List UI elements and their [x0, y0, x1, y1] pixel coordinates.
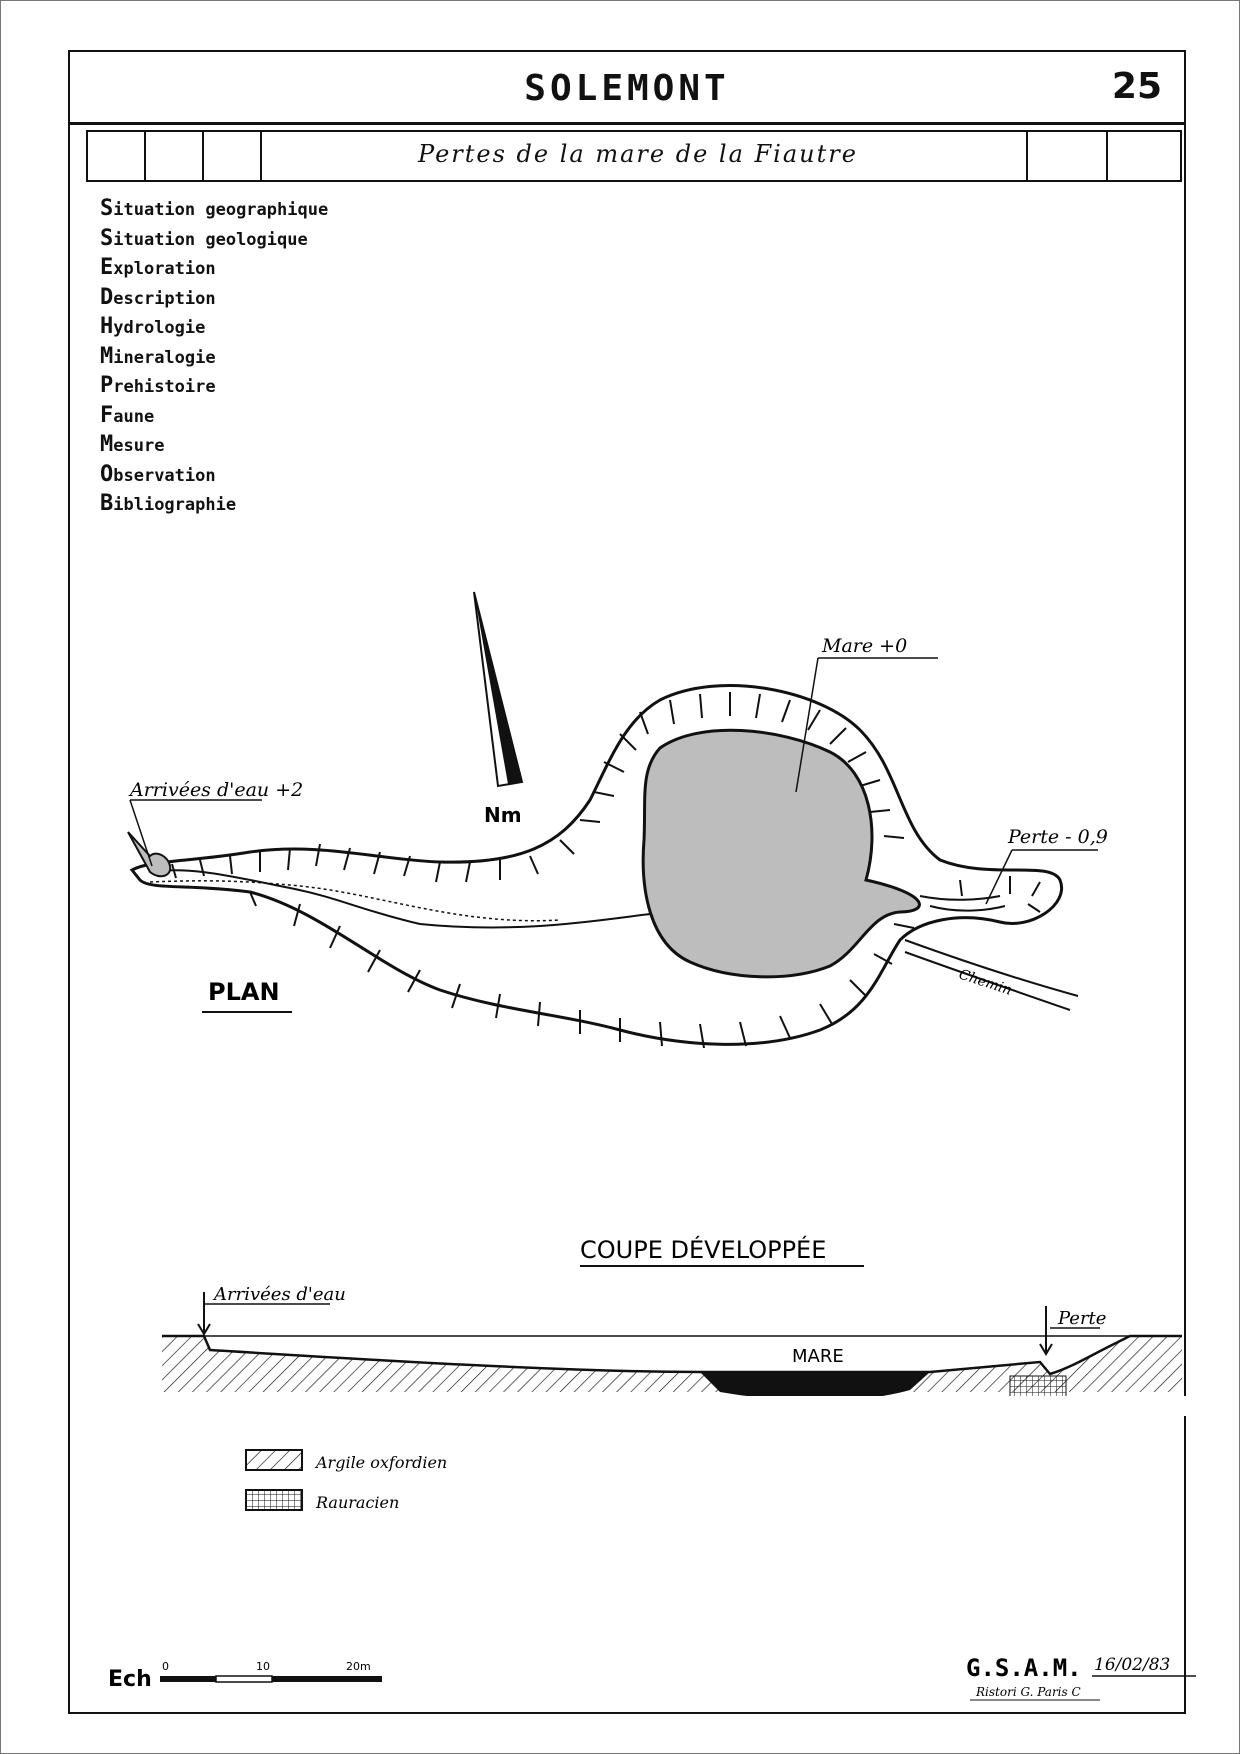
legend-label: Argile oxfordien [316, 1453, 448, 1472]
mare-label: Mare +0 [822, 635, 908, 657]
chemin-path [905, 940, 1078, 1010]
arrivees-arrow [198, 1292, 210, 1334]
section-item: Situation geographique [100, 196, 329, 221]
scale-bar-segment [272, 1676, 382, 1682]
north-label: Nm [484, 803, 522, 827]
cave-name: Pertes de la mare de la Fiautre [418, 140, 858, 168]
section-item: Observation [100, 461, 216, 487]
survey-date: 16/02/83 [1094, 1655, 1171, 1675]
section-item: Description [100, 284, 216, 310]
mask [160, 1396, 1190, 1416]
section-item: Mineralogie [100, 343, 216, 369]
perte-section-label: Perte [1058, 1308, 1107, 1329]
section-item: Bibliographie [100, 491, 237, 516]
authors: Ristori G. Paris C [976, 1685, 1081, 1699]
sheet-title: SOLEMONT [524, 68, 730, 109]
sheet-number: 25 [1111, 66, 1162, 107]
legend-label: Rauracien [316, 1493, 400, 1512]
loss-channel [920, 896, 1005, 911]
plan-view [128, 592, 1108, 1048]
slope-hachures [172, 692, 1040, 1048]
scale-tick: 20m [346, 1660, 371, 1673]
footer [108, 1654, 1196, 1700]
scale-tick: 0 [162, 1660, 169, 1673]
scale-bar-segment [216, 1676, 272, 1682]
section-item: Prehistoire [100, 373, 216, 398]
plan-title: PLAN [208, 978, 280, 1006]
mare-section-label: MARE [792, 1346, 844, 1367]
scale-bar-segment [160, 1676, 216, 1682]
arrivees-label: Arrivées d'eau +2 [130, 779, 304, 801]
section-view [160, 1235, 1190, 1416]
pond-mare [643, 730, 919, 977]
org-label: G.S.A.M. [966, 1654, 1082, 1682]
section-item: Exploration [100, 255, 216, 280]
inner-channel [150, 881, 560, 921]
section-item: Faune [100, 402, 155, 428]
coupe-title: COUPE DÉVELOPPÉE [580, 1236, 827, 1264]
chemin-label: Chemin [956, 966, 1014, 999]
scale-label: Ech [108, 1667, 152, 1692]
perte-arrow [1040, 1306, 1052, 1354]
section-item: Situation geologique [100, 225, 308, 251]
inner-channel [150, 870, 650, 927]
perte-label: Perte - 0,9 [1008, 826, 1108, 848]
arrivees-section-label: Arrivées d'eau [214, 1284, 346, 1305]
section-item: Hydrologie [100, 314, 206, 339]
section-item: Mesure [100, 432, 165, 457]
north-arrow [474, 592, 522, 827]
legend-swatch-hatch [246, 1450, 302, 1470]
scale-tick: 10 [256, 1660, 270, 1673]
legend [246, 1450, 447, 1512]
legend-swatch-grid [246, 1490, 302, 1510]
